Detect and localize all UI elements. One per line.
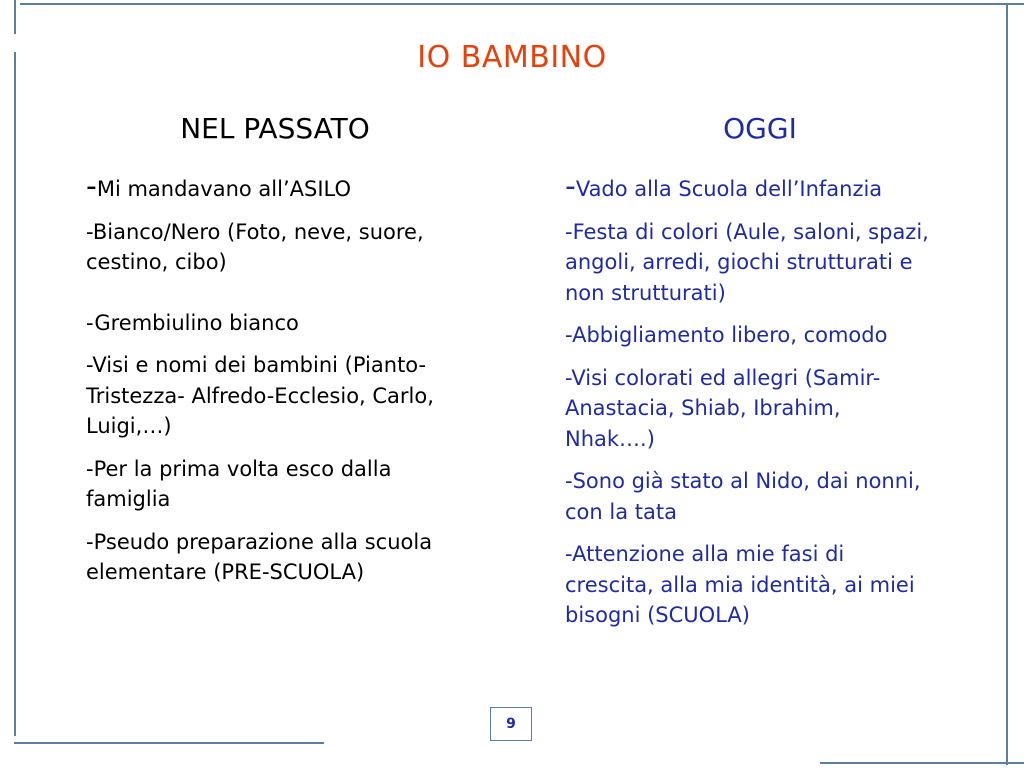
list-item [86, 169, 456, 205]
list-item: -Visi colorati ed allegri (Samir-Anastacia, Shiab, Ibrahim, Nhak….) [565, 365, 881, 451]
list-item-text: Mi mandavano all’ASILO [96, 177, 352, 201]
frame-line-left [14, 52, 16, 736]
page-number: 9 [490, 707, 532, 741]
frame-line-top [20, 3, 1024, 5]
frame-line-top-stub [14, 0, 16, 34]
list-item: -Abbigliamento libero, comodo [565, 323, 888, 347]
list-item [565, 169, 935, 205]
left-column-list [86, 169, 456, 600]
list-item: -Visi e nomi dei bambini (Pianto-Tristezza- Alfredo-Ecclesio, Carlo, Luigi,…) [86, 353, 434, 438]
bullet-dash: - [565, 169, 576, 204]
list-item: -Grembiulino bianco [86, 310, 299, 335]
slide-title: IO BAMBINO [417, 40, 607, 75]
bullet-dash: - [86, 169, 97, 204]
right-column-list [565, 169, 935, 643]
frame-line-bottom-left [14, 742, 324, 744]
left-column-heading: NEL PASSATO [180, 112, 370, 145]
list-item: -Festa di colori (Aule, saloni, spazi, angoli, arredi, giochi strutturati e non strutturati) [565, 219, 929, 305]
list-item: -Bianco/Nero (Foto, neve, suore, cestino, cibo) [86, 219, 424, 274]
list-item: -Sono già stato al Nido, dai nonni, con la tata [565, 469, 921, 524]
list-item: -Pseudo preparazione alla scuola elementare (PRE-SCUOLA) [86, 529, 433, 584]
list-item: -Attenzione alla mie fasi di crescita, alla mia identità, ai miei bisogni (SCUOLA) [565, 542, 915, 627]
right-column-heading: OGGI [723, 112, 797, 145]
list-item: -Per la prima volta esco dalla famiglia [86, 456, 392, 511]
frame-line-right [1006, 5, 1008, 765]
list-item-text: Vado alla Scuola dell’Infanzia [575, 177, 883, 201]
frame-line-bottom-right [820, 762, 1024, 764]
